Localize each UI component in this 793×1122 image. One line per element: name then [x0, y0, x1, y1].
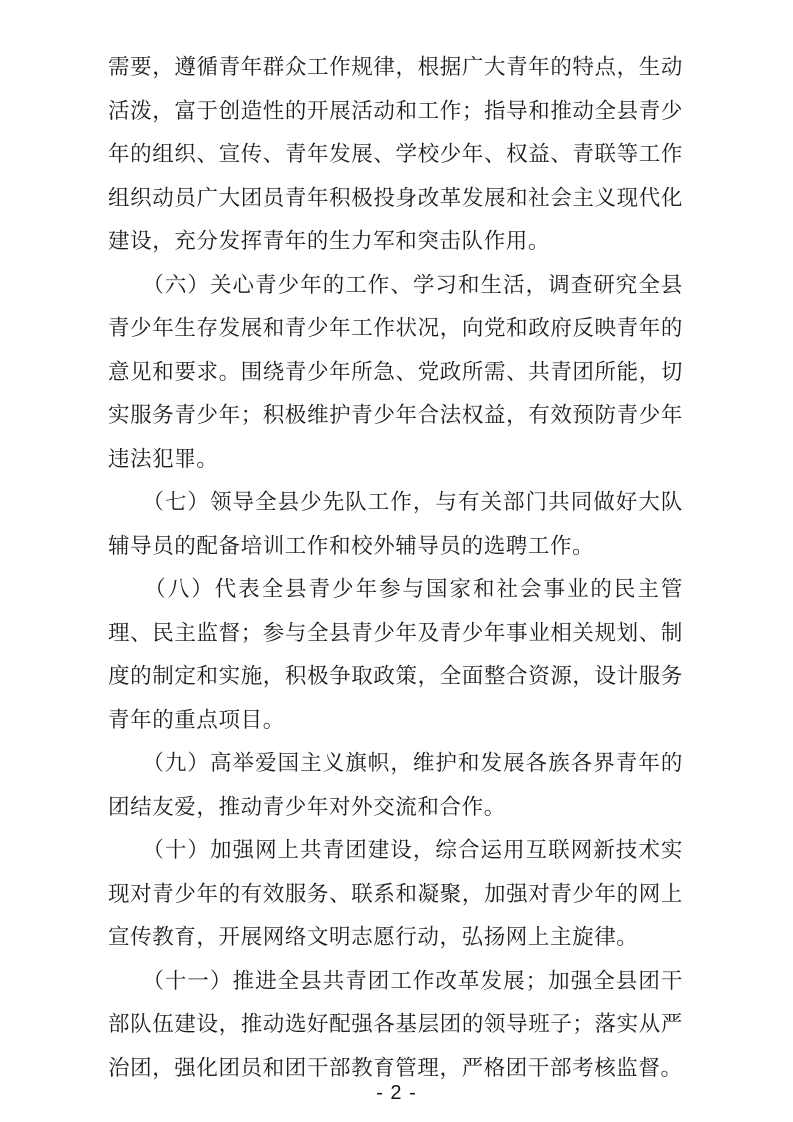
text-line: 建设，充分发挥青年的生力军和突击队作用。 — [108, 229, 551, 253]
text-line: 青少年生存发展和青少年工作状况，向党和政府反映青年的 — [108, 316, 683, 340]
text-line: 理、民主监督；参与全县青少年及青少年事业相关规划、制 — [108, 620, 683, 645]
text-line: （九）高举爱国主义旗帜，维护和发展各族各界青年的 — [108, 751, 683, 775]
text-line: 团结友爱，推动青少年对外交流和合作。 — [108, 794, 506, 819]
page-footer — [0, 1082, 793, 1105]
text-line: 活泼，富于创造性的开展活动和工作；指导和推动全县青少 — [108, 98, 683, 123]
text-line: （十一）推进全县共青团工作改革发展；加强全县团干 — [108, 968, 683, 993]
document-body — [108, 46, 683, 1090]
text-line: 部队伍建设，推动选好配强各基层团的领导班子；落实从严 — [108, 1012, 683, 1036]
page-number: - 2 - — [376, 1082, 417, 1104]
text-line: 宣传教育，开展网络文明志愿行动，弘扬网上主旋律。 — [108, 925, 639, 949]
text-line: 年的组织、宣传、青年发展、学校少年、权益、青联等工作 — [108, 142, 683, 166]
text-line: 需要，遵循青年群众工作规律，根据广大青年的特点，生动 — [108, 55, 683, 79]
text-line: 违法犯罪。 — [108, 446, 219, 471]
text-line: （十）加强网上共青团建设，综合运用互联网新技术实 — [108, 838, 683, 862]
text-line: 实服务青少年；积极维护青少年合法权益，有效预防青少年 — [108, 403, 683, 427]
text-line: 意见和要求。围绕青少年所急、党政所需、共青团所能，切 — [108, 359, 683, 384]
text-line: 辅导员的配备培训工作和校外辅导员的选聘工作。 — [108, 533, 595, 558]
text-line: （六）关心青少年的工作、学习和生活，调查研究全县 — [108, 272, 683, 297]
text-line: 青年的重点项目。 — [108, 707, 285, 732]
text-line: 度的制定和实施，积极争取政策，全面整合资源，设计服务 — [108, 664, 683, 688]
text-line: 现对青少年的有效服务、联系和凝聚，加强对青少年的网上 — [108, 881, 683, 906]
text-line: （七）领导全县少先队工作，与有关部门共同做好大队 — [108, 490, 683, 514]
text-line: 治团，强化团员和团干部教育管理，严格团干部考核监督。 — [108, 1055, 683, 1080]
text-line: （八）代表全县青少年参与国家和社会事业的民主管 — [108, 577, 683, 601]
text-line: 组织动员广大团员青年积极投身改革发展和社会主义现代化 — [108, 185, 683, 210]
